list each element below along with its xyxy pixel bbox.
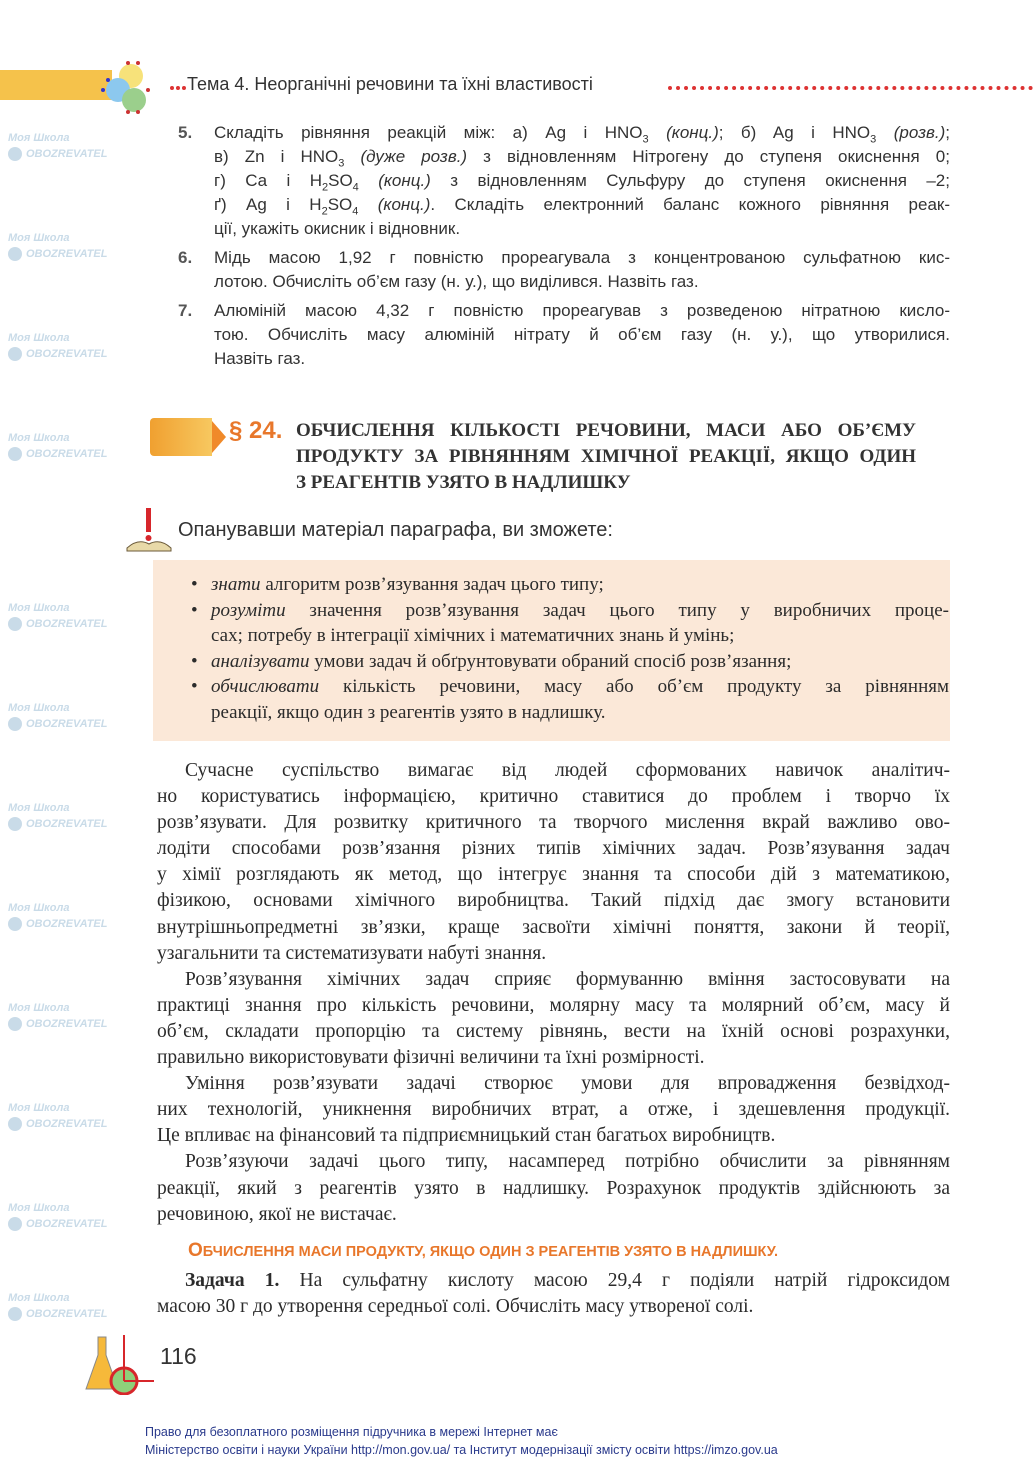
text-segment: SO — [327, 195, 353, 214]
exercise-line — [214, 169, 950, 193]
goal-item — [189, 674, 949, 725]
exercise-number: 6. — [178, 248, 193, 267]
watermark-brand: Моя Школа — [8, 1202, 70, 1214]
watermark-brand: OBOZREVATEL — [26, 348, 108, 360]
watermark-brand: Моя Школа — [8, 432, 70, 444]
exercise-line — [214, 145, 950, 169]
text-segment: ції, укажіть окисник і відновник. — [214, 219, 461, 238]
watermark-row — [8, 716, 128, 732]
exercise-line — [214, 193, 950, 217]
text-segment: (дуже розв.) — [344, 147, 468, 166]
page-number: 116 — [160, 1343, 197, 1369]
watermark-row — [8, 146, 128, 162]
section-number: § 24. — [229, 417, 283, 444]
goals-list — [153, 560, 949, 725]
text-segment: Назвіть газ. — [214, 349, 306, 368]
watermark-logo-icon — [8, 1217, 22, 1231]
watermark — [8, 1290, 128, 1322]
exercise-line — [214, 121, 950, 145]
watermark-brand: Моя Школа — [8, 332, 70, 344]
watermark-logo-icon — [8, 1307, 22, 1321]
watermark-brand: Моя Школа — [8, 1002, 70, 1014]
paragraph-line: лодіти способами розв’язання різних типів хімічних задач. Розв’язування задач — [157, 838, 950, 860]
paragraph-line: у хімії розглядають як метод, що інтегрує знання та способи дій з математикою, — [157, 864, 950, 886]
subscript: 3 — [642, 133, 649, 146]
exercise-line — [214, 347, 950, 371]
goal-line — [211, 623, 949, 649]
watermark-row — [8, 446, 128, 462]
exercise-line — [214, 217, 950, 241]
watermark-logo-icon — [8, 447, 22, 461]
section-title-line: ОБЧИСЛЕННЯ КІЛЬКОСТІ РЕЧОВИНИ, МАСИ АБО ОБ’ЄМУ — [296, 420, 916, 441]
goal-text: реакції, якщо один з реагентів узято в надлишку. — [211, 701, 606, 723]
goal-line — [211, 572, 949, 598]
text-segment: з відновленням Сульфуру до ступеня окиснення –2; — [430, 171, 950, 190]
book-icon — [150, 418, 212, 456]
subscript: 2 — [321, 205, 328, 218]
watermark — [8, 900, 128, 932]
subheading-initial: О — [188, 1240, 203, 1261]
chapter-title: Тема 4. Неорганічні речовини та їхні властивості — [187, 74, 593, 94]
text-segment: SO — [328, 171, 353, 190]
exercise-item — [178, 121, 950, 241]
watermark-logo-icon — [8, 817, 22, 831]
watermark-row — [8, 1016, 128, 1032]
watermark-brand: OBOZREVATEL — [26, 1218, 108, 1230]
watermark — [8, 230, 128, 262]
watermark-logo-icon — [8, 1117, 22, 1131]
text-segment: (конц.) — [648, 123, 719, 142]
text-segment: Мідь масою 1,92 г повністю прореагувала з концентрованою сульфатною кис- — [214, 248, 950, 267]
subscript: 3 — [338, 157, 345, 170]
watermark-logo-icon — [8, 1017, 22, 1031]
goal-verb: аналізувати — [211, 650, 310, 672]
section-title — [296, 418, 916, 496]
subscript: 3 — [870, 133, 877, 146]
goal-line — [211, 674, 949, 700]
exercise-number: 7. — [178, 301, 193, 320]
watermark — [8, 130, 128, 162]
watermark-brand: Моя Школа — [8, 802, 70, 814]
body-text — [157, 758, 950, 1228]
watermark-row — [8, 246, 128, 262]
subheading-text: БЧИСЛЕННЯ МАСИ ПРОДУКТУ, ЯКЩО ОДИН З РЕАГЕНТІВ УЗЯТО В НАДЛИШКУ. — [202, 1244, 779, 1260]
footer-notice — [145, 1423, 778, 1459]
text-segment: в) Zn і HNO — [214, 147, 339, 166]
paragraph-line: но користуватись інформацією, критично ставитися до проблем і творчо їх — [157, 786, 950, 808]
watermark-brand: Моя Школа — [8, 132, 70, 144]
goal-item — [189, 649, 949, 675]
exercise-line — [214, 299, 950, 323]
footer-line: Право для безоплатного розміщення підручника в мережі Інтернет має — [145, 1425, 558, 1439]
goal-line — [211, 700, 949, 726]
header-dots — [668, 86, 1033, 90]
watermark-row — [8, 816, 128, 832]
watermark-brand: OBOZREVATEL — [26, 718, 108, 730]
watermark — [8, 430, 128, 462]
watermark-brand: Моя Школа — [8, 1102, 70, 1114]
section-title-line: З РЕАГЕНТІВ УЗЯТО В НАДЛИШКУ — [296, 472, 631, 493]
exercise-list — [178, 121, 950, 376]
watermark-row — [8, 916, 128, 932]
section-title-line: ПРОДУКТУ ЗА РІВНЯННЯМ ХІМІЧНОЇ РЕАКЦІЇ, ЯКЩО ОДИН — [296, 446, 916, 467]
goal-line — [211, 649, 949, 675]
watermark-logo-icon — [8, 147, 22, 161]
watermark-logo-icon — [8, 247, 22, 261]
task-label: Задача 1. — [185, 1270, 280, 1291]
task-text: масою 30 г до утворення середньої солі. Обчисліть масу утвореної солі. — [157, 1296, 754, 1318]
paragraph — [157, 758, 950, 967]
flask-clock-icon — [84, 1335, 154, 1395]
watermark-brand: OBOZREVATEL — [26, 1018, 108, 1030]
text-segment: лотою. Обчисліть об’єм газу (н. у.), що виділився. Назвіть газ. — [214, 272, 699, 291]
molecule-icon — [98, 60, 158, 115]
watermark-row — [8, 1306, 128, 1322]
goal-text: кількість речовини, масу або об’єм продукту за рівнянням — [319, 676, 949, 697]
open-book-exclamation-icon — [124, 508, 174, 552]
goal-text: сах; потребу в інтеграції хімічних і математичних знань й умінь; — [211, 625, 735, 646]
paragraph-line: них технологій, уникнення виробничих втрат, а отже, і здешевлення продукції. — [157, 1099, 950, 1121]
paragraph-line: Уміння розв’язувати задачі створює умови для впровадження безвідход- — [185, 1073, 950, 1095]
watermark — [8, 1100, 128, 1132]
watermark-row — [8, 616, 128, 632]
watermark-brand: OBOZREVATEL — [26, 918, 108, 930]
watermark — [8, 330, 128, 362]
watermark-brand: Моя Школа — [8, 1292, 70, 1304]
watermark-brand: OBOZREVATEL — [26, 248, 108, 260]
text-segment: (конц.) — [358, 195, 431, 214]
watermark-brand: Моя Школа — [8, 232, 70, 244]
text-segment: (розв.) — [876, 123, 946, 142]
subscript: 2 — [321, 181, 329, 194]
paragraph-line: правильно використовувати фізичні величини та їхні розмірності. — [157, 1047, 705, 1069]
subheading — [188, 1240, 778, 1262]
text-segment: . Складіть електронний баланс кожного рівняння реак- — [430, 195, 950, 214]
header-bar — [0, 70, 112, 100]
task-text: На сульфатну кислоту масою 29,4 г подіяли натрій гідроксидом — [279, 1270, 950, 1291]
arrow-icon — [212, 421, 226, 453]
watermark-brand: OBOZREVATEL — [26, 1308, 108, 1320]
watermark-brand: OBOZREVATEL — [26, 148, 108, 160]
watermark — [8, 700, 128, 732]
text-segment: (конц.) — [358, 171, 431, 190]
goals-box — [153, 560, 950, 741]
paragraph-line: Це впливає на фінансовий та підприємницький стан багатьох виробництв. — [157, 1125, 776, 1147]
watermark-brand: OBOZREVATEL — [26, 448, 108, 460]
watermark-brand: OBOZREVATEL — [26, 618, 108, 630]
watermark-brand: Моя Школа — [8, 902, 70, 914]
goal-item — [189, 572, 949, 598]
text-segment: г) Ca і H — [214, 171, 322, 190]
paragraph-line: Розв’язування хімічних задач сприяє формуванню вміння застосовувати на — [185, 968, 950, 990]
exercise-line — [214, 323, 950, 347]
watermark-row — [8, 1216, 128, 1232]
goal-verb: розуміти — [211, 599, 286, 621]
goal-verb: обчислювати — [211, 676, 320, 697]
goal-verb: знати — [211, 574, 261, 595]
exercise-line — [214, 270, 950, 294]
paragraph-line: Сучасне суспільство вимагає від людей сформованих навичок аналітич- — [185, 760, 950, 781]
paragraph-line: фізикою, основами хімічного виробництва. Такий підхід дає змогу встановити — [157, 890, 950, 912]
task-1 — [157, 1268, 950, 1320]
paragraph — [157, 1071, 950, 1149]
exercise-number: 5. — [178, 123, 193, 142]
watermark-logo-icon — [8, 917, 22, 931]
text-segment: з відновленням Нітрогену до ступеня окиснення 0; — [467, 147, 950, 166]
text-segment: ; — [945, 123, 951, 142]
watermark — [8, 600, 128, 632]
text-segment: ; б) Ag і HNO — [718, 123, 871, 142]
paragraph-line: реакції, який з реагентів узято в надлишку. Розрахунок продуктів здійснюють за — [157, 1177, 950, 1199]
exercise-item — [178, 299, 950, 371]
goal-item — [189, 598, 949, 649]
paragraph-line: розв’язувати. Для розвитку критичного та творчого мислення вкрай важливо ово- — [157, 812, 950, 834]
text-segment: ґ) Ag і H — [214, 195, 322, 214]
paragraph-line: внутрішньопредметні зв’язки, краще засвоїти хімічні поняття, закони й теорії, — [157, 916, 950, 938]
paragraph-line: практиці знання про кількість речовини, молярну масу та молярний об’єм, масу й — [157, 994, 950, 1016]
watermark-logo-icon — [8, 717, 22, 731]
watermark-row — [8, 1116, 128, 1132]
watermark-logo-icon — [8, 347, 22, 361]
text-segment: тою. Обчисліть масу алюміній нітрату й об’єм газу (н. у.), що утворилися. — [214, 325, 950, 344]
paragraph-line: узагальнити та систематизувати набуті знання. — [157, 942, 547, 964]
footer-line: Міністерство освіти і науки України http://mon.gov.ua/ та Інститут модернізації змісту освіти https://imzo.gov.ua — [145, 1443, 778, 1457]
watermark-brand: Моя Школа — [8, 602, 70, 614]
goal-text: умови задач й обґрунтовувати обраний спосіб розв’язання; — [309, 650, 792, 672]
paragraph — [157, 967, 950, 1071]
watermark-logo-icon — [8, 617, 22, 631]
exercise-line — [214, 246, 950, 270]
header-dots — [170, 86, 186, 90]
watermark-row — [8, 346, 128, 362]
paragraph-line: об’єм, складати пропорцію та систему рівнянь, вести на їхній основі розрахунки, — [157, 1020, 950, 1042]
watermark-brand: OBOZREVATEL — [26, 1118, 108, 1130]
goal-line — [211, 598, 949, 624]
text-segment: Алюміній масою 4,32 г повністю прореагував з розведеною нітратною кисло- — [214, 301, 950, 320]
watermark — [8, 800, 128, 832]
watermark-brand: Моя Школа — [8, 702, 70, 714]
watermark — [8, 1000, 128, 1032]
goal-text: значення розв’язування задач цього типу у виробничих проце- — [285, 599, 949, 621]
goal-text: алгоритм розв’язування задач цього типу; — [260, 574, 604, 595]
subscript: 4 — [352, 205, 359, 218]
goals-intro: Опанувавши матеріал параграфа, ви зможете: — [178, 519, 613, 541]
paragraph-line: Розв’язуючи задачі цього типу, насамперед потрібно обчислити за рівнянням — [185, 1151, 950, 1173]
watermark-brand: OBOZREVATEL — [26, 818, 108, 830]
paragraph-line: речовиною, якої не вистачає. — [157, 1203, 397, 1225]
text-segment: Складіть рівняння реакцій між: а) Ag і HNO — [214, 123, 643, 142]
watermark — [8, 1200, 128, 1232]
exercise-item — [178, 246, 950, 294]
paragraph — [157, 1149, 950, 1227]
subscript: 4 — [352, 181, 359, 194]
